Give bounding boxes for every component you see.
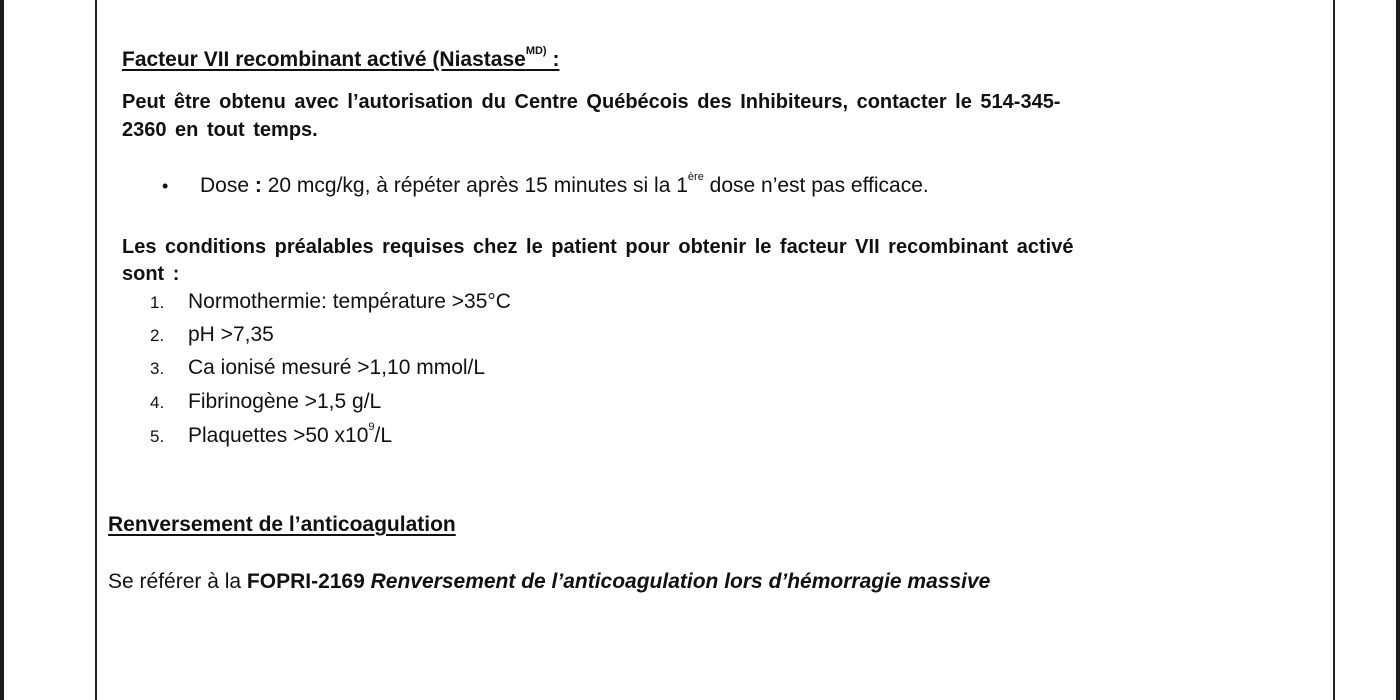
condition-number: 4. xyxy=(150,393,165,412)
condition-item-1 xyxy=(150,290,511,314)
condition-text: Normothermie: température >35°C xyxy=(188,290,511,313)
condition-text-before: Plaquettes >50 x10 xyxy=(188,424,369,447)
condition-number: 2. xyxy=(150,326,165,345)
condition-item-5 xyxy=(150,421,393,448)
condition-item-2 xyxy=(150,323,274,347)
condition-text: Fibrinogène >1,5 g/L xyxy=(188,390,382,413)
factor-vii-heading-suffix: : xyxy=(546,48,560,71)
viewer-left-edge xyxy=(0,0,4,700)
condition-item-4 xyxy=(150,390,381,414)
viewer-right-edge xyxy=(1396,0,1400,700)
reference-prefix: Se référer à la xyxy=(108,570,247,593)
condition-text: pH >7,35 xyxy=(188,323,274,346)
conditions-line-2: sont : xyxy=(122,263,180,285)
reversal-reference xyxy=(108,570,990,594)
conditions-line-1: Les conditions préalables requises chez le patient pour obtenir le facteur VII recombinant activé xyxy=(122,236,1074,258)
dose-label: Dose xyxy=(200,174,250,197)
reference-title: Renversement de l’anticoagulation lors d’hémorragie massive xyxy=(364,570,991,593)
dose-line xyxy=(200,171,929,198)
condition-text-after: /L xyxy=(374,424,393,447)
condition-sup: 9 xyxy=(368,421,375,433)
condition-number: 3. xyxy=(150,359,165,378)
condition-number: 1. xyxy=(150,293,165,312)
condition-text: Ca ionisé mesuré >1,10 mmol/L xyxy=(188,356,486,379)
dose-text-before: 20 mcg/kg, à répéter après 15 minutes si la 1 xyxy=(267,174,688,197)
dose-colon: : xyxy=(249,174,268,197)
condition-text xyxy=(188,421,393,447)
condition-item-3 xyxy=(150,356,485,380)
dose-bullet: • xyxy=(162,176,169,196)
reversal-heading: Renversement de l’anticoagulation xyxy=(108,513,456,536)
dose-sup: ère xyxy=(687,171,704,183)
authorization-line-1: Peut être obtenu avec l’autorisation du Centre Québécois des Inhibiteurs, contacter le 514-345- xyxy=(122,91,1061,113)
factor-vii-heading-text: Facteur VII recombinant activé (Niastase xyxy=(122,48,526,71)
reference-code: FOPRI-2169 xyxy=(246,570,365,593)
authorization-line-2: 2360 en tout temps. xyxy=(122,119,318,141)
dose-text-after: dose n’est pas efficace. xyxy=(703,174,929,197)
factor-vii-heading-sup: MD) xyxy=(525,45,547,57)
condition-number: 5. xyxy=(150,427,165,446)
factor-vii-heading xyxy=(122,45,560,72)
